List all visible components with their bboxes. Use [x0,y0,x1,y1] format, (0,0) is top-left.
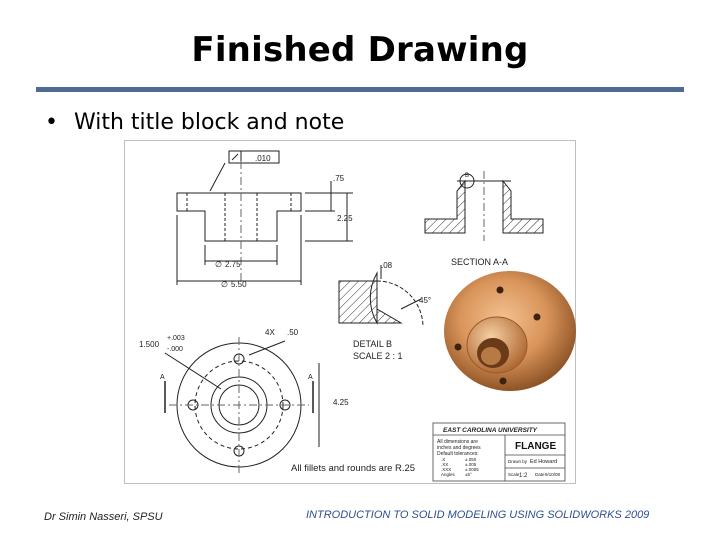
flatness-leader [210,163,225,191]
date-value: 9/10/08 [545,472,561,477]
flange-3d-render [444,271,576,391]
bullet-text: With title block and note [73,110,345,135]
footer-author: Dr Simin Nasseri, SPSU [44,511,163,523]
part-name: FLANGE [515,441,557,452]
slide-title: Finished Drawing [191,30,529,70]
tol-row: .XX [441,462,449,467]
holes-callout: 4X [265,328,275,337]
dim-425: 4.25 [333,398,349,407]
diameter-symbol: ∅ [221,280,228,289]
dim-275: 2.75 [225,260,241,269]
tol-value: ±.050 [465,457,477,462]
footer-course: INTRODUCTION TO SOLID MODELING USING SOLIDWORKS 2009 [306,509,650,521]
tol-value: ±.0005 [465,467,479,472]
dim-225: 2.25 [337,214,353,223]
bullet-dot: • [45,110,58,135]
flatness-symbol [232,154,238,160]
date-label: Date [535,472,545,477]
scale-label: Scale [508,472,520,477]
drawn-by-value: Ed Howard [530,459,558,465]
note-line-3: Default tolerances: [437,451,479,457]
drawn-by-label: Drawn by [508,459,528,464]
section-mark-right: A [308,374,313,381]
detail-scale: SCALE 2 : 1 [353,351,403,361]
tol-1500: 1.500 [139,340,160,349]
tol-row: .XXX [441,467,452,472]
detail-view [339,265,423,327]
dim-008: .08 [381,261,393,270]
flange-profile [177,193,301,241]
detail-title: DETAIL B [353,339,393,349]
tol-row: .X [441,457,446,462]
tol-plus: +.003 [167,335,185,342]
engineering-drawing [124,140,576,484]
diameter-symbol: ∅ [215,260,222,269]
flatness-value: .010 [255,154,271,163]
tol-minus: -.000 [167,346,183,353]
bullet-item [45,110,344,135]
dim-550: 5.50 [231,280,247,289]
title-divider [36,87,684,92]
top-view [165,337,319,473]
section-label: SECTION A-A [451,257,509,267]
drawing-note: All fillets and rounds are R.25 [291,463,416,474]
angle-45: 45° [419,296,432,305]
front-view [177,151,353,285]
university-name: EAST CAROLINA UNIVERSITY [443,427,538,434]
dim-075: .75 [333,174,345,183]
tol-row: Angles [441,472,455,477]
section-view [425,171,543,241]
section-mark-left: A [160,374,165,381]
scale-value: 1:2 [519,473,528,479]
note-line-2: inches and degrees [437,445,481,451]
note-line-1: All dimensions are [437,439,478,445]
tol-value: ±5° [465,472,472,477]
tol-value: ±.005 [465,462,477,467]
holes-dim: .50 [287,328,299,337]
detail-mark: B [465,173,470,179]
